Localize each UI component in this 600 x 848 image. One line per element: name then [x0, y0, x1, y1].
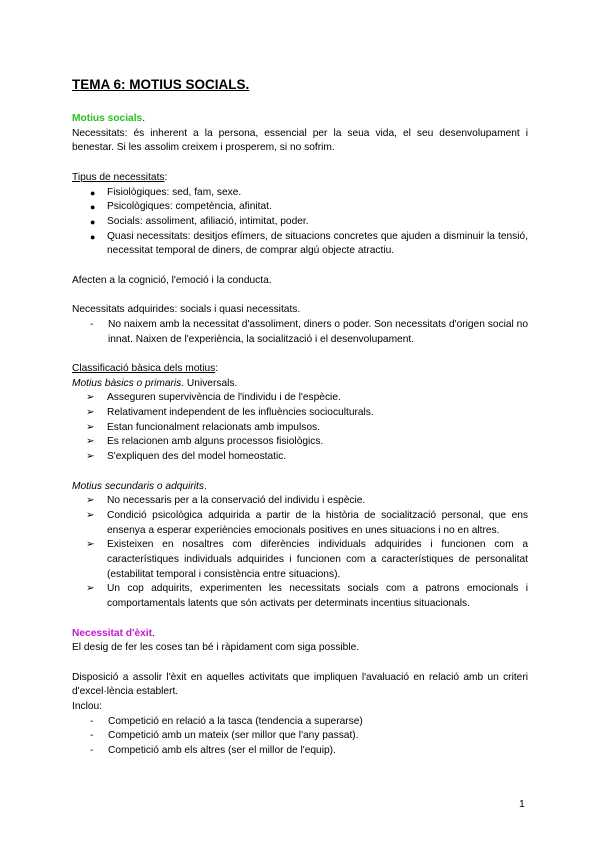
dash-icon: -	[90, 730, 94, 742]
page-number: 1	[519, 798, 525, 810]
exit-inclou-label: Inclou:	[72, 701, 103, 713]
arrow-bullet-icon: ➢	[86, 392, 95, 404]
section-heading-necessitat-exit: Necessitat d'èxit.	[72, 627, 155, 639]
bullet-icon: ●	[90, 231, 96, 242]
motius-basics-subheading: Motius bàsics o primaris. Universals.	[72, 377, 238, 389]
list-item: ➢ Es relacionen amb alguns processos fisiològics.	[72, 435, 528, 450]
list-item: ● Psicològiques: competència, afinitat.	[72, 200, 528, 215]
necessitats-intro: Necessitats: és inherent a la persona, essencial per la seua vida, el seu desenvolupament i benestar. Si les assolim creixem i prosperem, si no sofrim.	[72, 127, 528, 154]
list-item: ➢ Estan funcionalment relacionats amb impulsos.	[72, 421, 528, 436]
arrow-bullet-icon: ➢	[86, 451, 95, 463]
section-heading-motius-socials: Motius socials.	[72, 113, 146, 124]
tipus-list	[72, 186, 528, 260]
classificacio-heading: Classificació bàsica dels motius:	[72, 362, 219, 374]
list-item: ● Socials: assoliment, afiliació, intimitat, poder.	[72, 215, 528, 230]
exit-disposicio-text: Disposició a assolir l'èxit en aquelles activitats que impliquen l'avaluació en relació amb un criteri d'excel·lència establert.	[72, 671, 528, 698]
adquirides-text: Necessitats adquirides: socials i quasi necessitats.	[72, 304, 301, 316]
adquirides-list	[72, 318, 528, 347]
list-item: - Competició amb un mateix (ser millor que l'any passat).	[72, 729, 528, 744]
afecten-text: Afecten a la cognició, l'emoció i la conducta.	[72, 274, 272, 286]
list-item: - No naixem amb la necessitat d'assoliment, diners o poder. Son necessitats d'origen social no innat. Naixen de l'experiència, la socialització i el desenvolupament.	[90, 318, 528, 345]
list-item: ➢ Relativament independent de les influències socioculturals.	[72, 406, 528, 421]
page-content	[72, 76, 528, 759]
list-item: ➢ Asseguren supervivència de l'individu i de l'espècie.	[72, 391, 528, 406]
list-item: - Competició amb els altres (ser el millor de l'equip).	[72, 744, 528, 759]
dash-icon: -	[90, 745, 94, 757]
exit-desig-text: El desig de fer les coses tan bé i ràpidament com siga possible.	[72, 642, 360, 654]
dash-icon: -	[90, 715, 94, 727]
list-item: ➢ Existeixen en nosaltres com diferències individuals adquirides i funcionen com a característiques individuals adquirides i funcionen com a característiques de personalitat (estabilitat temporal i consistència entre situacions).	[86, 539, 528, 580]
arrow-bullet-icon: ➢	[86, 583, 95, 595]
list-item: ● Quasi necessitats: desitjos efímers, de situacions concretes que ajuden a disminuir la tensió, necessitat temporal de diners, de comprar algú objecte atractiu.	[90, 230, 528, 257]
arrow-bullet-icon: ➢	[86, 421, 95, 433]
arrow-bullet-icon: ➢	[86, 509, 95, 521]
bullet-icon: ●	[90, 202, 96, 213]
bullet-icon: ●	[90, 216, 96, 227]
arrow-bullet-icon: ➢	[86, 407, 95, 418]
list-item: ➢ Condició psicològica adquirida a partir de la història de socialització personal, que ens ensenya a esperar experiències emocionals positives en unes situacions i no en altres.	[86, 509, 528, 536]
exit-inclou-list	[72, 715, 528, 759]
arrow-bullet-icon: ➢	[86, 495, 95, 507]
list-item: ● Fisiològiques: sed, fam, sexe.	[72, 186, 528, 201]
list-item: - Competició en relació a la tasca (tendencia a superarse)	[72, 715, 528, 730]
motius-secundaris-subheading: Motius secundaris o adquirits.	[72, 480, 207, 492]
tipus-heading: Tipus de necessitats:	[72, 171, 168, 183]
motius-secundaris-list	[72, 494, 528, 612]
list-item: ➢ Un cop adquirits, experimenten les necessitats socials com a patrons emocionals i comportamentals latents que són activats per determinats incentius situacionals.	[86, 583, 528, 610]
arrow-bullet-icon: ➢	[86, 539, 95, 551]
motius-basics-list	[72, 391, 528, 465]
page-title: TEMA 6: MOTIUS SOCIALS.	[72, 77, 250, 92]
arrow-bullet-icon: ➢	[86, 436, 95, 448]
dash-icon: -	[90, 318, 94, 330]
list-item: ➢ No necessaris per a la conservació del individu i espècie.	[72, 494, 528, 509]
list-item: ➢ S'expliquen des del model homeostatic.	[72, 450, 528, 465]
bullet-icon: ●	[90, 187, 96, 198]
